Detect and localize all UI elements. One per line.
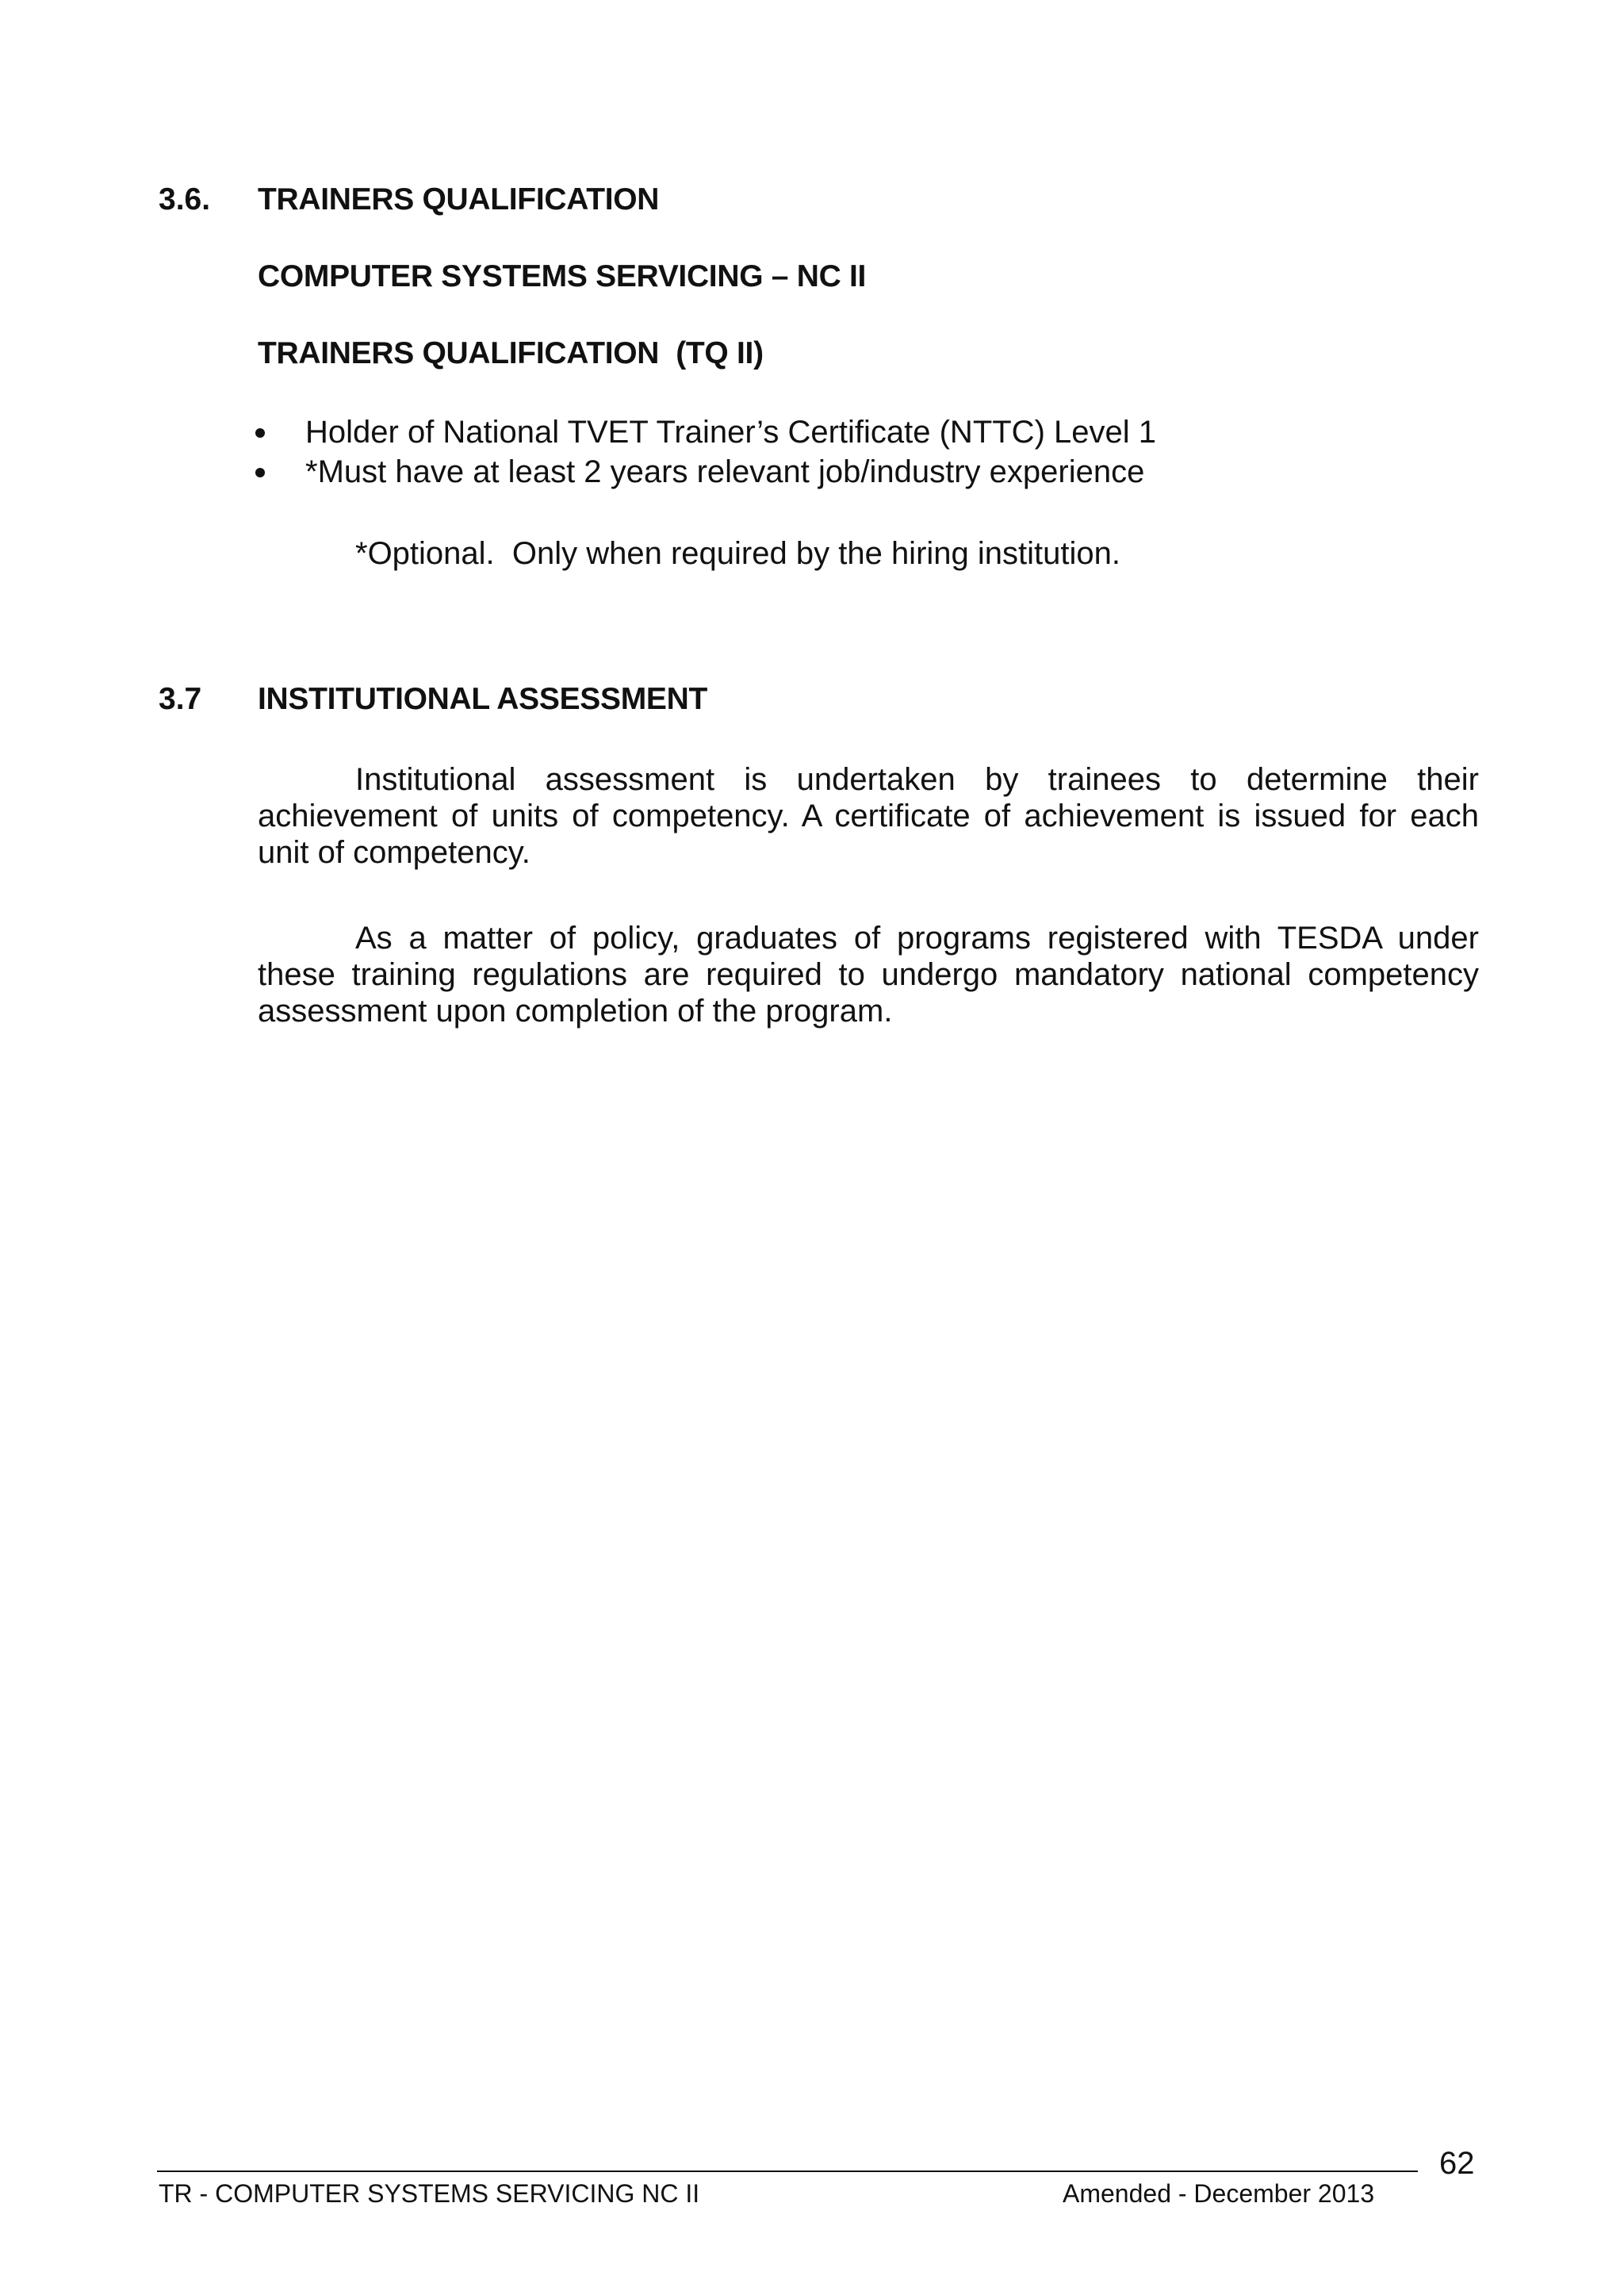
- section-number-3-6: 3.6.: [159, 182, 211, 216]
- list-item: [254, 452, 1156, 492]
- bullet-text: *Must have at least 2 years relevant job/industry experience: [305, 454, 1145, 489]
- footer-amended-date: Amended - December 2013: [1063, 2179, 1375, 2208]
- footer-document-title: TR - COMPUTER SYSTEMS SERVICING NC II: [159, 2179, 700, 2208]
- bullet-dot-icon: [255, 468, 265, 477]
- qualification-bullet-list: [254, 412, 1156, 492]
- optional-note: *Optional. Only when required by the hiring institution.: [355, 536, 1120, 571]
- footer-divider: [157, 2170, 1418, 2172]
- tq-subheading: TRAINERS QUALIFICATION (TQ II): [258, 336, 764, 370]
- section-number-3-7: 3.7: [159, 682, 202, 716]
- list-item: [254, 412, 1156, 452]
- section-title-institutional-assessment: INSTITUTIONAL ASSESSMENT: [258, 682, 708, 716]
- section-title-trainers-qualification: TRAINERS QUALIFICATION: [258, 182, 660, 216]
- bullet-text: Holder of National TVET Trainer’s Certificate (NTTC) Level 1: [305, 415, 1156, 450]
- assessment-paragraph-1: Institutional assessment is undertaken by trainees to determine their achievement of units of competency. A certificate of achievement is issued for each unit of competency.: [258, 762, 1479, 870]
- bullet-dot-icon: [255, 428, 265, 438]
- qualification-title: COMPUTER SYSTEMS SERVICING – NC II: [258, 259, 867, 293]
- assessment-paragraph-2: As a matter of policy, graduates of programs registered with TESDA under these training regulations are required to undergo mandatory national competency assessment upon completion of the program.: [258, 921, 1479, 1029]
- page-number: 62: [1439, 2146, 1475, 2181]
